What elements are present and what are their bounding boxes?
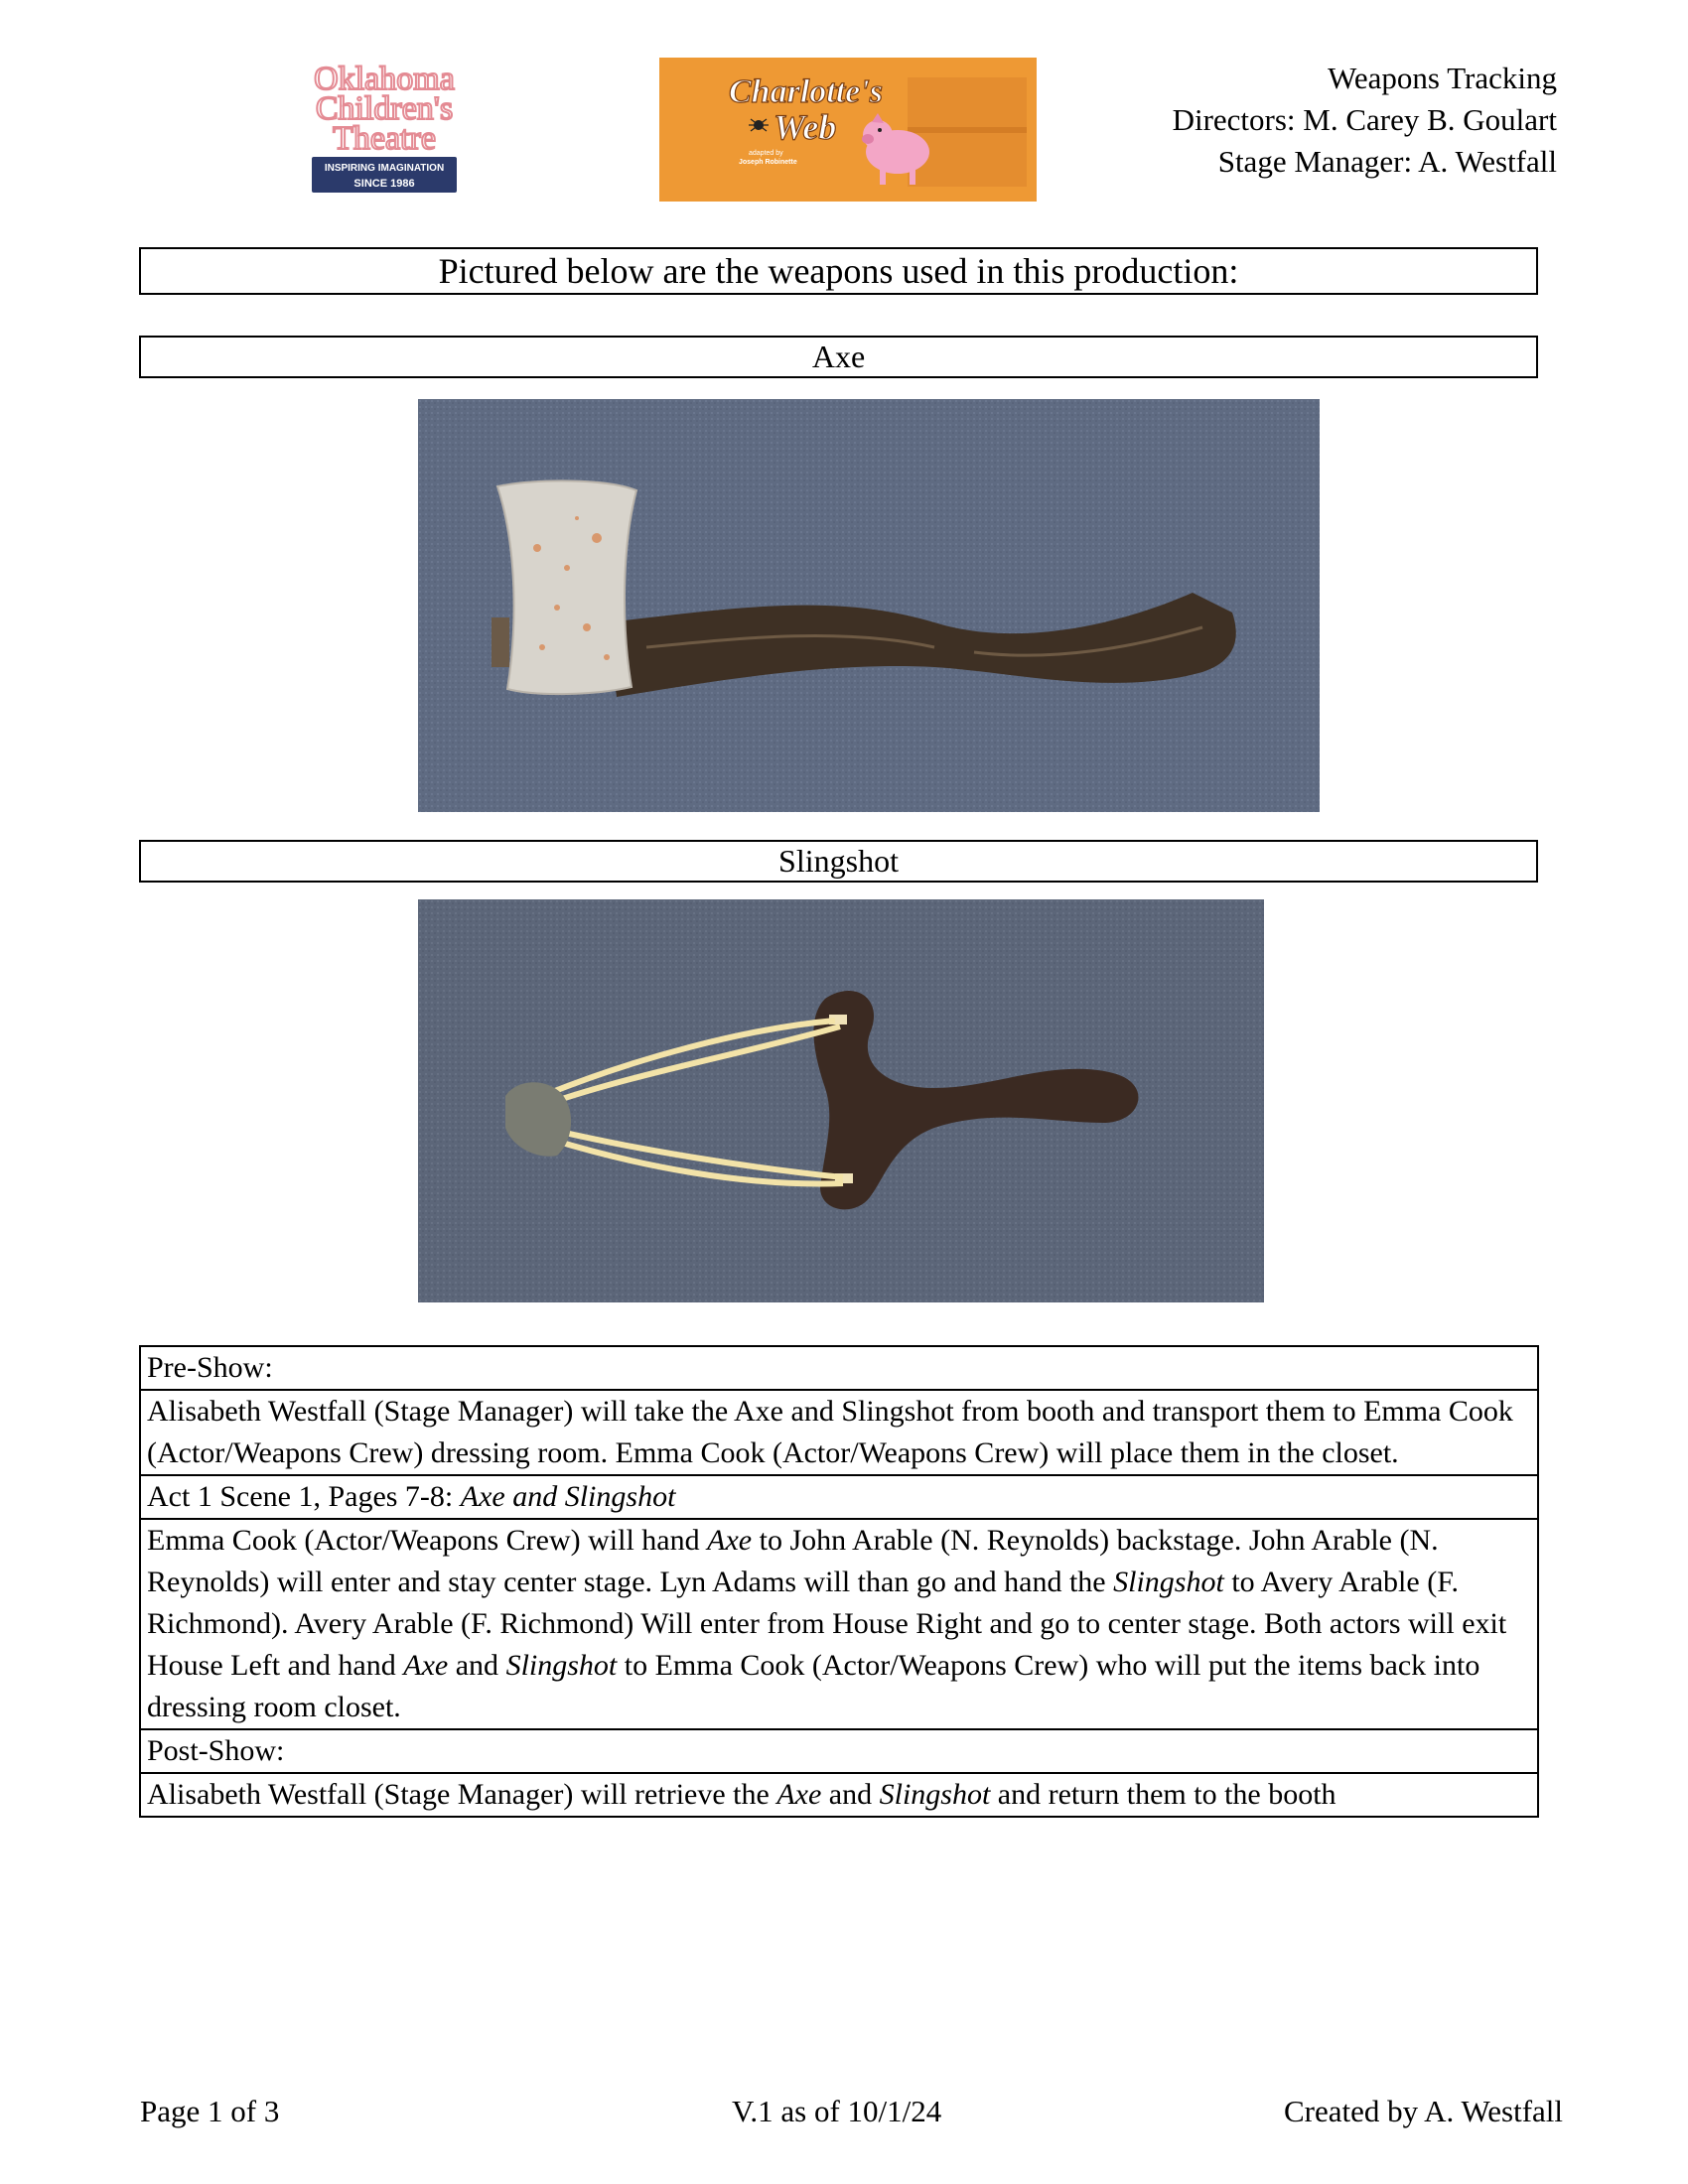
cw-title-line1: Charlotte's bbox=[729, 73, 883, 110]
act1-heading-items: Axe and Slingshot bbox=[460, 1480, 676, 1513]
table-row bbox=[140, 1519, 1538, 1729]
act1-text-4: to Emma Cook (Actor/Weapons Crew) who will put the items back into dressing room closet. bbox=[147, 1649, 1480, 1723]
slingshot-label: Slingshot bbox=[139, 840, 1538, 883]
table-row bbox=[140, 1346, 1538, 1390]
table-row bbox=[140, 1475, 1538, 1519]
header-title: Weapons Tracking bbox=[1328, 61, 1557, 95]
act1-heading bbox=[140, 1475, 1538, 1519]
act1-and: and bbox=[448, 1649, 506, 1682]
postshow-heading: Post-Show: bbox=[140, 1729, 1538, 1773]
header-directors: Directors: M. Carey B. Goulart bbox=[1172, 102, 1557, 137]
act1-body bbox=[140, 1519, 1538, 1729]
act1-text-2: to John Arable (N. Reynolds) backstage. John Arable (N. Reynolds) will enter and stay center stage. Lyn Adams will than go and hand the bbox=[147, 1524, 1439, 1598]
logo-occ-line3: Theatre bbox=[333, 120, 436, 157]
post-axe: Axe bbox=[776, 1778, 822, 1811]
post-and: and bbox=[821, 1778, 880, 1811]
act1-text-1: Emma Cook (Actor/Weapons Crew) will hand bbox=[147, 1524, 708, 1557]
slingshot-photo bbox=[418, 899, 1264, 1302]
post-text-2: and return them to the booth bbox=[990, 1778, 1336, 1811]
act1-axe-2: Axe bbox=[403, 1649, 449, 1682]
table-row bbox=[140, 1729, 1538, 1773]
footer-page-number: Page 1 of 3 bbox=[140, 2094, 280, 2128]
act1-text-3: to Avery Arable (F. Richmond). Avery Arable (F. Richmond) Will enter from House Right and go to center stage. Both actors will exit House Left and hand bbox=[147, 1566, 1507, 1682]
intro-heading: Pictured below are the weapons used in this production: bbox=[139, 247, 1538, 295]
logo-occ-line1: Oklahoma bbox=[314, 61, 455, 97]
cw-author: Joseph Robinette bbox=[739, 159, 797, 166]
axe-photo bbox=[418, 399, 1320, 812]
post-slingshot: Slingshot bbox=[879, 1778, 991, 1811]
logo-occ-line2: Children's bbox=[315, 90, 454, 127]
tracking-table bbox=[139, 1345, 1539, 1818]
act1-axe: Axe bbox=[707, 1524, 753, 1557]
preshow-body: Alisabeth Westfall (Stage Manager) will take the Axe and Slingshot from booth and transport them to Emma Cook (Actor/Weapons Crew) dressing room. Emma Cook (Actor/Weapons Crew) will place them in the closet. bbox=[140, 1390, 1538, 1475]
table-row bbox=[140, 1773, 1538, 1817]
footer-created-by: Created by A. Westfall bbox=[1283, 2094, 1563, 2128]
logo-occ-since: SINCE 1986 bbox=[353, 178, 415, 190]
preshow-heading: Pre-Show: bbox=[140, 1346, 1538, 1390]
header-info bbox=[961, 58, 1557, 183]
table-row bbox=[140, 1390, 1538, 1475]
header-stage-manager: Stage Manager: A. Westfall bbox=[1217, 144, 1557, 179]
axe-label: Axe bbox=[139, 336, 1538, 378]
postshow-body bbox=[140, 1773, 1538, 1817]
cw-adapted: adapted by bbox=[749, 150, 783, 157]
logo-occ-banner: INSPIRING IMAGINATION bbox=[324, 163, 445, 174]
oklahoma-childrens-theatre-logo bbox=[290, 60, 479, 199]
act1-slingshot: Slingshot bbox=[1113, 1566, 1224, 1598]
act1-slingshot-2: Slingshot bbox=[505, 1649, 618, 1682]
cw-title-line2: Web bbox=[774, 107, 837, 147]
footer-version: V.1 as of 10/1/24 bbox=[732, 2094, 942, 2128]
act1-heading-text: Act 1 Scene 1, Pages 7-8: bbox=[147, 1480, 461, 1513]
post-text-1: Alisabeth Westfall (Stage Manager) will retrieve the bbox=[147, 1778, 777, 1811]
